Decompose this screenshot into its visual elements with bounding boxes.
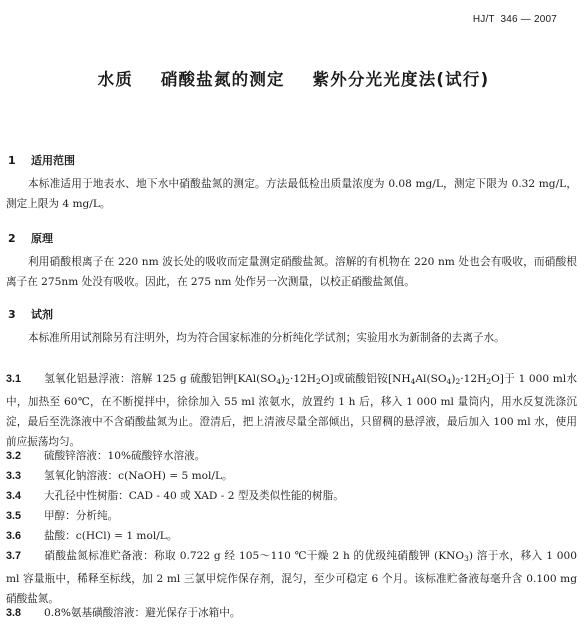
- item-text: 硝酸盐氮标准贮备液：称取 0.722 g 经 105～110 ℃干燥 2 h 的优级纯硝酸钾 $(KNO_3)$ 溶于水，移入 1 000 ml 容量瓶中，稀释至标线，加 2 ml 三氯甲烷作保存剂，混匀，至少可稳定 6 个月。该标准贮备液每毫升含 0.100 mg 硝酸盐氮。: [6, 550, 577, 605]
- item-number: 3.1: [6, 373, 22, 385]
- section-heading-principle: 2 原理: [8, 232, 53, 245]
- reagent-item-3-5: [6, 506, 577, 526]
- reagent-item-3-3: [6, 466, 577, 486]
- item-number: 3.2: [6, 450, 22, 462]
- item-number: 3.8: [6, 607, 22, 619]
- item-number: 3.3: [6, 470, 22, 482]
- standard-number: HJ/T 346 — 2007: [472, 14, 557, 25]
- section-body-scope: [6, 174, 577, 214]
- paragraph: 本标准适用于地表水、地下水中硝酸盐氮的测定。方法最低检出质量浓度为 0.08 mg/L，测定下限为 0.32 mg/L，测定上限为 4 mg/L。: [6, 178, 577, 210]
- reagent-item-3-6: [6, 526, 577, 546]
- item-text: 甲醇：分析纯。: [44, 510, 119, 522]
- item-number: 3.4: [6, 490, 22, 502]
- document-title: 水质 硝酸盐氮的测定 紫外分光光度法(试行): [97, 70, 490, 89]
- reagent-item-3-4: [6, 486, 577, 506]
- section-body-reagents: [6, 328, 577, 348]
- item-text: 0.8%氨基磺酸溶液：避光保存于冰箱中。: [44, 607, 241, 619]
- item-text: 氢氧化铝悬浮液：溶解 125 g 硫酸铝钾$[KAl(SO_4)_2\cdot 12H_2O]$或硫酸铝铵$[NH_4Al(SO_4)_2\cdot 12H_2O]$于 1 000 ml水中，加热至 60℃，在不断搅拌中，徐徐加入 55 ml 浓氨水，放置约 1 h 后，移入 1 000 ml 量筒内，用水反复洗涤沉淀，最后至洗涤液中不含硝酸盐氮为止。澄清后，把上清液尽量全部倾出，只留稠的悬浮液，最后加入 100 ml 水，使用前应振荡均匀。: [6, 373, 577, 448]
- item-text: 氢氧化钠溶液：c(NaOH) = 5 mol/L。: [44, 470, 233, 482]
- reagent-item-3-2: [6, 446, 577, 466]
- item-number: 3.5: [6, 510, 22, 522]
- paragraph: 利用硝酸根离子在 220 nm 波长处的吸收而定量测定硝酸盐氮。溶解的有机物在 220 nm 处也会有吸收，而硝酸根离子在 275nm 处没有吸收。因此，在 275 nm 处作另一次测量，以校正硝酸盐氮值。: [6, 256, 577, 288]
- paragraph: 本标准所用试剂除另有注明外，均为符合国家标准的分析纯化学试剂；实验用水为新制备的去离子水。: [28, 332, 505, 344]
- section-heading-reagents: 3 试剂: [8, 308, 53, 321]
- reagent-item-3-8: [6, 603, 577, 623]
- item-text: 大孔径中性树脂：CAD - 40 或 XAD - 2 型及类似性能的树脂。: [44, 490, 344, 502]
- item-text: 盐酸：c(HCl) = 1 mol/L。: [44, 530, 178, 542]
- section-heading-scope: 1 适用范围: [8, 154, 75, 167]
- reagent-item-3-1: [6, 369, 577, 452]
- item-number: 3.7: [6, 550, 22, 562]
- section-body-principle: [6, 252, 577, 292]
- item-number: 3.6: [6, 530, 22, 542]
- item-text: 硫酸锌溶液：10%硫酸锌水溶液。: [44, 450, 206, 462]
- reagent-item-3-7: [6, 546, 577, 609]
